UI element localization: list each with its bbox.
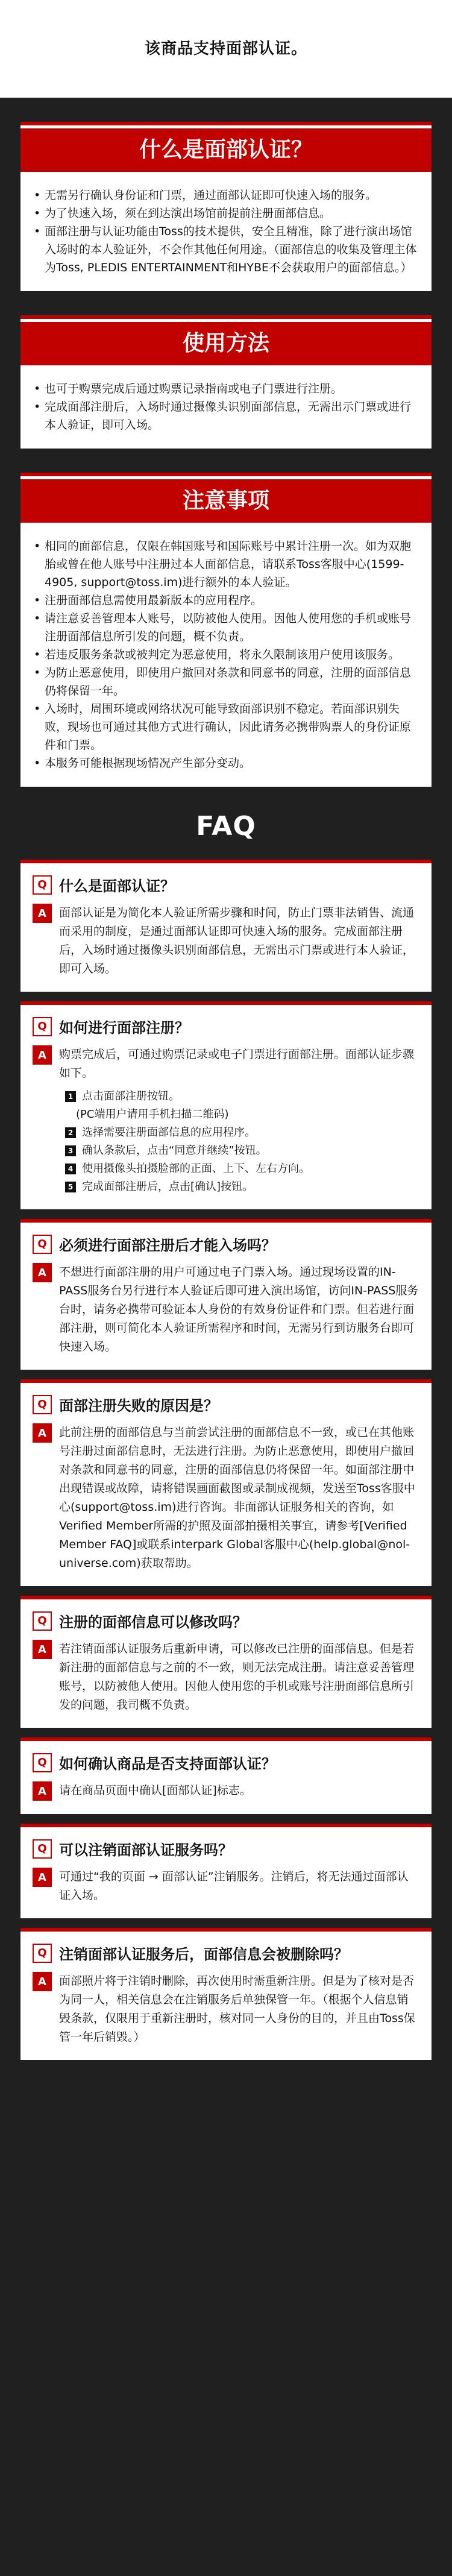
notes-item: • 相同的面部信息，仅限在韩国账号和国际账号中累计注册一次。如为双胞胎或曾在他人账号中注册过本人面部信息，请联系Toss客服中心(1599-4905, support@toss.im)进行额外的本人验证。 — [34, 537, 418, 591]
banner-text: 该商品支持面部认证。 — [144, 40, 307, 58]
step-item — [65, 1160, 419, 1178]
question-icon: Q — [33, 1611, 52, 1631]
step-item — [65, 1142, 419, 1160]
answer-icon: A — [33, 1263, 52, 1282]
faq-answer: 请在商品页面中确认[面部认证]标志。 — [59, 1784, 251, 1797]
step-list — [59, 1088, 419, 1196]
what-is-item: • 无需另行确认身份证和门票，通过面部认证即可快速入场的服务。 — [34, 186, 418, 204]
faq-question-row — [33, 1932, 419, 1972]
question-icon: Q — [33, 1017, 52, 1036]
step-number-5: 5 — [65, 1182, 76, 1192]
usage-title: 使用方法 — [20, 319, 432, 365]
faq-answer-row — [33, 1868, 419, 1905]
faq-answer-row — [33, 1045, 419, 1196]
answer-icon: A — [33, 1972, 52, 1991]
question-icon: Q — [33, 875, 52, 895]
answer-icon: A — [33, 1868, 52, 1887]
step-subnote: (PC端用户请用手机扫描二维码) — [76, 1108, 229, 1121]
usage-item: • 完成面部注册后，入场时通过摄像头识别面部信息，无需出示门票或进行本人验证，即可入场。 — [34, 398, 418, 434]
step-item — [65, 1178, 419, 1196]
question-icon: Q — [33, 1753, 52, 1772]
faq-question-row — [33, 1827, 419, 1868]
what-is-item: • 面部注册与认证功能由Toss的技术提供，安全且精准，除了进行演出场馆入场时的本人验证外，不会作其他任何用途。（面部信息的收集及管理主体为Toss, PLEDIS ENTERTAINMENT和HYBE不会获取用户的面部信息。） — [34, 222, 418, 277]
answer-icon: A — [33, 1423, 52, 1443]
faq-answer: 面部照片将于注销时删除，再次使用时需重新注册。但是为了核对是否为同一人，相关信息会在注销服务后单独保管一年。（根据个人信息销毁条款，仅限用于重新注册时，核对同一人身份的目的，并且由Toss保管一年后销毁。） — [59, 1974, 415, 2044]
faq-answer: 购票完成后，可通过购票记录或电子门票进行面部注册。面部认证步骤如下。 — [59, 1048, 415, 1080]
answer-icon: A — [33, 904, 52, 923]
step-text: 点击面部注册按钮。 — [82, 1090, 180, 1103]
faq-answer: 此前注册的面部信息与当前尝试注册的面部信息不一致，或已在其他账号注册过面部信息时，无法进行注册。为防止恶意使用，即使用户撤回对条款和同意书的同意，注册的面部信息仍将保留一年。如面部注册中出现错误或故障，请将错误画面截图或录制成视频，发送至Toss客服中心(support@toss.im)进行咨询。非面部认证服务相关的咨询，如Verified Member所需的护照及面部拍摄相关事宜，请参考[Verified Member FAQ]或联系interpark Global客服中心(help.global@nol-universe.com)获取帮助。 — [59, 1426, 415, 1570]
faq-question-row — [33, 1223, 419, 1263]
step-text: 选择需要注册面部信息的应用程序。 — [82, 1126, 256, 1139]
faq-item — [20, 1219, 432, 1370]
faq-answer: 不想进行面部注册的用户可通过电子门票入场。通过现场设置的IN-PASS服务台另行进行本人验证后即可进入演出场馆，访问IN-PASS服务台时，请务必携带可验证本人身份的有效身份证件和门票。但若进行面部注册，则可简化本人验证所需程序和时间，无需另行到访服务台即可快速入场。 — [59, 1265, 419, 1353]
step-number-3: 3 — [65, 1145, 76, 1156]
faq-item — [20, 1596, 432, 1728]
notes-item: • 入场时，周围环境或网络状况可能导致面部识别不稳定。若面部识别失败，现场也可通过其他方式进行确认，因此请务必携带购票人的身份证原件和门票。 — [34, 700, 418, 754]
notes-item: • 为防止恶意使用，即使用户撤回对条款和同意书的同意，注册的面部信息仍将保留一年。 — [34, 664, 418, 700]
question-icon: Q — [33, 1235, 52, 1254]
faq-answer: 可通过“我的页面 → 面部认证”注销服务。注销后，将无法通过面部认证入场。 — [59, 1870, 409, 1902]
question-icon: Q — [33, 1944, 52, 1963]
top-banner — [0, 0, 452, 98]
notes-item: • 若违反服务条款或被判定为恶意使用，将永久限制该用户使用该服务。 — [34, 646, 418, 664]
answer-icon: A — [33, 1045, 52, 1065]
question-icon: Q — [33, 1395, 52, 1414]
faq-item — [20, 1928, 432, 2060]
notes-title: 注意事项 — [20, 476, 432, 523]
faq-question: 如何确认商品是否支持面部认证？ — [59, 1756, 276, 1772]
faq-question: 必须进行面部注册后才能入场吗？ — [59, 1237, 276, 1254]
usage-item: • 也可于购票完成后通过购票记录指南或电子门票进行注册。 — [34, 380, 418, 398]
usage-card — [20, 315, 432, 449]
faq-question-row — [33, 1005, 419, 1045]
faq-question: 注册的面部信息可以修改吗？ — [59, 1614, 247, 1631]
faq-item — [20, 860, 432, 992]
answer-icon: A — [33, 1640, 52, 1659]
faq-question-row — [33, 863, 419, 904]
faq-question-row — [33, 1741, 419, 1781]
faq-question: 可以注销面部认证服务吗？ — [59, 1842, 233, 1859]
faq-item — [20, 1737, 432, 1814]
faq-question: 注销面部认证服务后，面部信息会被删除吗？ — [59, 1946, 348, 1963]
faq-answer: 若注销面部认证服务后重新申请，可以修改已注册的面部信息。但是若新注册的面部信息与之前的不一致，则无法完成注册。请注意妥善管理账号，以防被他人使用。因他人使用您的手机或账号注册面部信息所引发的问题，我司概不负责。 — [59, 1642, 415, 1712]
notes-item: • 本服务可能根据现场情况产生部分变动。 — [34, 754, 418, 772]
question-icon: Q — [33, 1839, 52, 1859]
step-item — [65, 1124, 419, 1142]
faq-answer-row — [33, 1781, 419, 1801]
step-item — [65, 1088, 419, 1106]
faq-question: 面部注册失败的原因是？ — [59, 1397, 218, 1414]
what-is-item: • 为了快速入场，须在到达演出场馆前提前注册面部信息。 — [34, 204, 418, 222]
faq-answer-row — [33, 1640, 419, 1715]
what-is-title: 什么是面部认证？ — [20, 125, 432, 172]
faq-question-row — [33, 1599, 419, 1640]
what-is-card — [20, 122, 432, 291]
faq-item — [20, 1001, 432, 1209]
answer-icon: A — [33, 1781, 52, 1801]
faq-answer-row — [33, 1263, 419, 1356]
faq-answer-row — [33, 1972, 419, 2047]
faq-item — [20, 1379, 432, 1586]
notes-item: • 请注意妥善管理本人账号，以防被他人使用。因他人使用您的手机或账号注册面部信息所引发的问题，概不负责。 — [34, 609, 418, 646]
faq-question-row — [33, 1383, 419, 1423]
step-number-2: 2 — [65, 1127, 76, 1138]
faq-title: FAQ — [196, 811, 256, 842]
step-number-4: 4 — [65, 1164, 76, 1174]
faq-answer-row — [33, 1423, 419, 1573]
step-text: 使用摄像头拍摄脸部的正面、上下、左右方向。 — [82, 1162, 310, 1175]
step-text: 确认条款后，点击“同意并继续”按钮。 — [82, 1144, 267, 1157]
notes-item: • 注册面部信息需使用最新版本的应用程序。 — [34, 591, 418, 609]
faq-question: 什么是面部认证？ — [59, 878, 175, 895]
notes-card — [20, 473, 432, 787]
faq-question: 如何进行面部注册？ — [59, 1019, 189, 1036]
step-text: 完成面部注册后，点击[确认]按钮。 — [82, 1180, 254, 1193]
faq-item — [20, 1824, 432, 1918]
faq-answer-row — [33, 904, 419, 978]
step-number-1: 1 — [65, 1091, 76, 1102]
faq-answer: 面部认证是为简化本人验证所需步骤和时间，防止门票非法销售、流通而采用的制度，是通过面部认证即可快速入场的服务。完成面部注册后，入场时通过摄像头识别面部信息，无需出示门票或进行本人验证，即可入场。 — [59, 906, 415, 975]
